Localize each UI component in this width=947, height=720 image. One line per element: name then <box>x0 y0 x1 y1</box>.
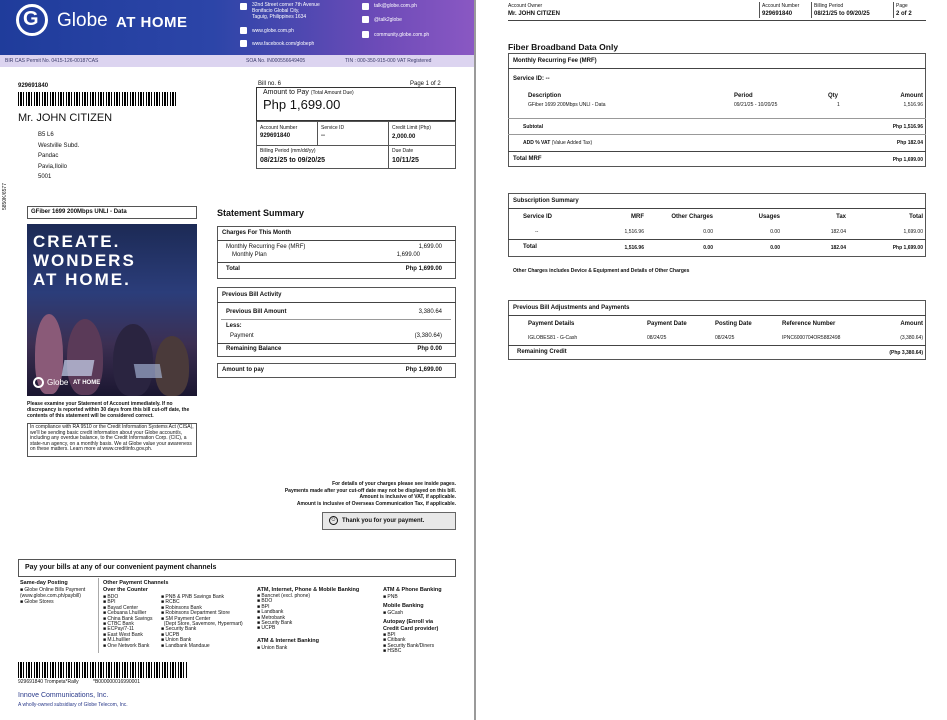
column-posting-date: Posting Date <box>715 321 752 327</box>
vat-label-text: ADD % VAT <box>523 140 551 146</box>
email-icon <box>362 3 369 10</box>
column-payment-details: Payment Details <box>528 321 575 327</box>
list-item: ■ GCash <box>383 610 403 616</box>
twitter-icon <box>362 16 369 23</box>
barcode-caption-1: 929691840 Trompeta*Rally <box>18 679 79 685</box>
address-line-3: Taguig, Philippines 1634 <box>252 14 307 20</box>
payment-value: (3,380.64) <box>414 333 442 339</box>
subsidiary-note: A wholly-owned subsidiary of Globe Telecom, Inc. <box>18 702 128 708</box>
list-item: ■ CTBC Bank <box>103 621 134 628</box>
globe-logo-mark: G <box>23 8 39 30</box>
grid-divider <box>317 121 318 145</box>
promo-brand: Globe <box>47 378 69 387</box>
list-item: ■ Cebuana Lhuillier <box>103 610 147 617</box>
column-other-charges: Other Charges <box>671 214 713 220</box>
total-value: Php 1,699.00 <box>405 266 442 272</box>
list-item: ■ Union Bank <box>161 637 192 644</box>
credit-limit: 2,000.00 <box>392 134 416 140</box>
community-link[interactable]: community.globe.com.ph <box>374 32 430 38</box>
adj-cell: 08/24/25 <box>715 335 735 341</box>
list-item: ■ BDO <box>257 598 273 605</box>
amount-label <box>263 89 354 96</box>
address-line: 5001 <box>38 174 52 180</box>
monthly-plan-label: Monthly Plan <box>232 252 267 258</box>
amount-label-sub: (Total Amount Due) <box>310 90 354 96</box>
previous-bill-amount: 3,380.64 <box>418 309 442 315</box>
column-usages: Usages <box>758 214 780 220</box>
adj-cell: IPNC6000704OR5882498 <box>782 335 841 341</box>
list-item: ■ HSBC <box>383 648 402 655</box>
footnotes <box>250 481 456 507</box>
address-line: Westville Subd. <box>38 142 80 149</box>
remaining-balance-label: Remaining Balance <box>226 346 282 352</box>
payment-channels-title: Pay your bills at any of our convenient payment channels <box>25 564 217 571</box>
sub-total-cell: 1,516.96 <box>624 245 644 251</box>
promo-line-2: WONDERS <box>33 251 136 270</box>
service-id-label: Service ID <box>321 125 345 131</box>
list-item: ■ Security Bank <box>257 620 293 627</box>
list-item: ■ Robinsons Department Store <box>161 610 230 617</box>
customer-name: Mr. JOHN CITIZEN <box>18 112 113 124</box>
column-divider <box>893 2 894 18</box>
divider <box>508 20 926 21</box>
promo-line-3: AT HOME. <box>33 270 131 289</box>
column-divider <box>98 578 99 653</box>
billing-period: 08/21/25 to 09/20/25 <box>814 11 870 17</box>
list-item: ■ Security Bank <box>161 626 197 633</box>
item-period: 09/21/25 - 10/20/25 <box>734 102 778 108</box>
over-counter-list-1 <box>103 595 152 649</box>
sub-total-cell: 0.00 <box>770 245 780 251</box>
thank-you-text: Thank you for your payment. <box>342 518 425 524</box>
sub-cell: 1,699.00 <box>903 229 923 235</box>
notice-examine: Please examine your Statement of Account immediately. If no discrepancy is reported within 30 days from this bill cut-off date, the contents of this statement will be considered correct. <box>27 401 190 419</box>
column-period: Period <box>734 93 753 99</box>
divider <box>508 118 926 119</box>
address-line-1: 32nd Street corner 7th Avenue <box>252 2 320 8</box>
list-item: ■ SM Payment Center <box>161 615 211 622</box>
list-item: ■ One Network Bank <box>103 642 150 649</box>
credit-limit-label: Credit Limit (Php) <box>392 125 431 131</box>
remaining-credit-value: (Php 3,380.64) <box>889 350 923 356</box>
address-line: Pavia,Iloilo <box>38 163 68 170</box>
divider <box>508 345 926 346</box>
list-item: ■ BPI <box>383 632 396 638</box>
previous-bill-amount-label: Previous Bill Amount <box>226 309 287 315</box>
atm-internet-list <box>257 645 287 651</box>
twitter-link[interactable]: @talk2globe <box>374 17 402 23</box>
divider <box>217 262 456 263</box>
payment-barcode <box>18 662 188 678</box>
account-owner-label: Account Owner <box>508 3 543 9</box>
list-item: ■ UCPB <box>257 625 276 632</box>
account-number: 929691840 <box>260 133 291 139</box>
column-divider <box>811 2 812 18</box>
amount-label-text: Amount to Pay <box>263 89 309 96</box>
list-item: ■ Security Bank/Diners <box>383 642 435 649</box>
remaining-credit-label: Remaining Credit <box>517 349 567 355</box>
mobile-list <box>383 610 403 616</box>
sub-total-label: Total <box>523 244 537 250</box>
bill-number: Bill no. 6 <box>258 81 282 87</box>
other-charges-note: Other Charges includes Device & Equipment and Details of Other Charges <box>513 268 690 274</box>
sub-total-cell: Php 1,699.00 <box>892 245 923 251</box>
divider <box>508 315 926 316</box>
address-line-2: Bonifacio Global City, <box>252 8 300 14</box>
vat-label-sub: (Value Added Tax) <box>551 140 593 146</box>
address-line: Pandac <box>38 153 59 159</box>
footnote-line: Payments made after your cut-off date may not be displayed on this bill. <box>284 487 456 494</box>
promo-person <box>113 324 153 396</box>
footnote-line: For details of your charges please see inside pages. <box>332 481 456 487</box>
same-day-list <box>20 587 85 605</box>
brand-suffix: AT HOME <box>116 14 188 31</box>
autopay-title-2: Credit Card provider) <box>383 626 439 632</box>
bir-permit: BIR CAS Permit No. 0415-126-00187CAS <box>5 58 99 64</box>
list-item: (Dept Store, Savemore, Hypermart) <box>163 621 243 628</box>
account-number: 929691840 <box>762 11 793 17</box>
divider <box>217 343 456 344</box>
billing-period: 08/21/25 to 09/20/25 <box>260 157 325 164</box>
address-block <box>252 2 320 20</box>
promo-line-1: CREATE. <box>33 232 121 251</box>
smiley-icon: ☺ <box>330 517 337 523</box>
list-item: ■ PNB <box>383 594 398 600</box>
side-code: 5850K/6577 <box>2 183 8 210</box>
other-channels-title: Other Payment Channels <box>103 580 169 586</box>
remaining-balance-value: Php 0.00 <box>417 346 442 352</box>
mrf-title: Monthly Recurring Fee (MRF) <box>513 58 597 64</box>
column-total: Total <box>909 214 923 220</box>
facebook-link[interactable]: www.facebook.com/globeph <box>252 41 315 47</box>
previous-bill-title: Previous Bill Activity <box>222 292 282 298</box>
address-line: B5 L6 <box>38 132 54 138</box>
divider <box>217 240 456 241</box>
list-item: ■ Globe Online Bills Payment <box>20 587 86 593</box>
globe-logo-icon <box>33 377 44 388</box>
column-payment-date: Payment Date <box>647 321 687 327</box>
page-number: 2 of 2 <box>896 11 912 17</box>
sub-cell: 0.00 <box>703 229 713 235</box>
item-description: GFiber 1699 200Mbps UNLI - Data <box>528 102 606 108</box>
sub-cell: 1,516.96 <box>624 229 644 235</box>
column-mrf: MRF <box>631 214 644 220</box>
total-mrf-value: Php 1,699.00 <box>892 157 923 163</box>
divider <box>217 302 456 303</box>
divider <box>508 208 926 209</box>
list-item: ■ Landbank Mandaue <box>161 642 210 649</box>
subtotal-value: Php 1,516.96 <box>892 124 923 130</box>
account-owner: Mr. JOHN CITIZEN <box>508 11 561 17</box>
service-id: -- <box>321 133 325 139</box>
list-item: ■ BPI <box>103 599 116 606</box>
column-tax: Tax <box>836 214 846 220</box>
list-item: ■ RCBC <box>161 599 180 606</box>
list-item: ■ M.Lhuillier <box>103 637 131 644</box>
list-item: ■ Globe Stores <box>20 599 54 605</box>
adj-cell: (3,380.64) <box>900 335 923 341</box>
globe-web-icon <box>240 27 247 34</box>
total-mrf-label: Total MRF <box>513 156 542 162</box>
sub-cell: 0.00 <box>770 229 780 235</box>
account-barcode <box>18 92 178 106</box>
divider <box>508 239 926 240</box>
account-barcode-text: 929691840 <box>18 83 49 89</box>
sub-cell: -- <box>535 229 539 235</box>
column-description: Description <box>528 93 562 99</box>
subtotal-label: Subtotal <box>523 124 543 130</box>
divider <box>508 68 926 69</box>
sub-total-cell: 0.00 <box>703 245 713 251</box>
company-name: Innove Communications, Inc. <box>18 692 109 699</box>
adj-cell: IGLOBES81 - G-Cash <box>528 335 578 341</box>
statement-summary-title: Statement Summary <box>217 208 305 218</box>
total-label: Total <box>226 266 240 272</box>
adj-cell: 08/24/25 <box>647 335 667 341</box>
laptop-screen <box>134 364 162 378</box>
account-number-label: Account Number <box>762 3 800 9</box>
billing-period-label: Billing Period (mm/dd/yy) <box>260 148 316 154</box>
list-item: ■ Bancnet (excl. phone) <box>257 593 311 599</box>
promo-brand-suffix: AT HOME <box>73 380 101 386</box>
mrf-table <box>508 53 926 167</box>
vat-label <box>523 140 592 146</box>
promo-banner <box>27 224 197 396</box>
over-counter-list-2 <box>161 595 243 649</box>
permit-bar <box>0 55 474 67</box>
plan-label: GFiber 1699 200Mbps UNLI - Data <box>31 209 127 215</box>
item-qty: 1 <box>837 102 840 108</box>
column-reference-number: Reference Number <box>782 321 836 327</box>
vat-value: Php 182.04 <box>896 140 923 146</box>
footnote-line: Amount is inclusive of Overseas Communication Tax, if applicable. <box>296 500 456 507</box>
atm-title: ATM, Internet, Phone & Mobile Banking <box>257 587 360 593</box>
website-link[interactable]: www.globe.com.ph <box>252 28 294 34</box>
autopay-title: Autopay (Enroll via <box>383 619 434 625</box>
location-icon <box>240 3 247 10</box>
divider <box>508 151 926 152</box>
amount-due: Php 1,699.00 <box>263 97 341 112</box>
subscription-title: Subscription Summary <box>513 198 579 204</box>
barcode-caption-2: *B000000016990001 <box>93 679 140 685</box>
mobile-title: Mobile Banking <box>383 603 424 609</box>
atm-internet-title: ATM & Internet Banking <box>257 638 319 644</box>
laptop-screen <box>62 360 95 376</box>
atm-list <box>257 594 310 632</box>
list-item: ■ Robinsons Bank <box>161 604 202 611</box>
column-amount: Amount <box>900 93 923 99</box>
column-service-id: Service ID <box>523 214 553 220</box>
billing-period-label: Billing Period <box>814 3 844 9</box>
amount-to-pay-value: Php 1,699.00 <box>405 367 442 373</box>
divider <box>221 319 451 320</box>
community-icon <box>362 31 369 38</box>
same-day-title: Same-day Posting <box>20 580 68 586</box>
list-item: ■ East West Bank <box>103 631 143 638</box>
list-item: ■ ECPay/7-11 <box>103 626 135 633</box>
less-label: Less: <box>226 323 242 329</box>
list-item: ■ Bayad Center <box>103 604 138 611</box>
divider <box>508 134 926 135</box>
autopay-list <box>383 633 434 655</box>
customer-address <box>38 130 79 183</box>
column-qty: Qty <box>828 93 839 99</box>
payment-label: Payment <box>230 333 254 339</box>
service-id-label: Service ID: -- <box>513 76 550 82</box>
email-link[interactable]: talk@globe.com.ph <box>374 3 417 9</box>
tin-number: TIN : 000-350-915-000 VAT Registered <box>345 58 432 64</box>
column-amount: Amount <box>900 321 923 327</box>
sub-cell: 182.04 <box>830 229 846 235</box>
item-amount: 1,516.96 <box>903 102 923 108</box>
list-item: ■ Metrobank <box>257 614 286 621</box>
list-item: ■ UCPB <box>161 631 180 638</box>
monthly-plan-value: 1,699.00 <box>396 252 420 258</box>
footnote-line: Amount is inclusive of VAT, if applicable. <box>359 494 456 500</box>
soa-number: SOA No. IN000556649405 <box>246 58 306 64</box>
bill-page-2 <box>476 0 947 720</box>
list-item: (www.globe.com.ph/paybill) <box>20 593 81 599</box>
due-date-label: Due Date <box>392 148 414 154</box>
list-item: ■ PNB & PNB Savings Bank <box>161 594 225 600</box>
page-label: Page <box>896 3 908 9</box>
list-item: ■ Union Bank <box>257 645 288 651</box>
sub-total-cell: 182.04 <box>830 245 846 251</box>
list-item: ■ China Bank Savings <box>103 615 153 622</box>
list-item: ■ BDO <box>103 594 119 600</box>
grid-divider <box>256 145 456 146</box>
atm-phone-list <box>383 594 398 600</box>
atm-phone-title: ATM & Phone Banking <box>383 587 442 593</box>
over-counter-title: Over the Counter <box>103 587 148 593</box>
page-indicator: Page 1 of 2 <box>410 81 441 87</box>
cisa-notice: In compliance with RA 9510 or the Credit Information Systems Act (CISA), we'll be sending basic credit information about your Globe account/s, including any overdue balance, to the Credit Information Corp. (CIC), a state-run agency, on a monthly basis. We at Globe value your awareness on these matters. Learn more at www.creditinfo.gov.ph. <box>30 424 194 453</box>
list-item: ■ BPI <box>257 603 270 610</box>
due-date: 10/11/25 <box>392 157 419 164</box>
charges-title: Charges For This Month <box>222 230 291 236</box>
account-number-label: Account Number <box>260 125 298 131</box>
adjustments-title: Previous Bill Adjustments and Payments <box>513 305 630 311</box>
section-title: Fiber Broadband Data Only <box>508 42 619 52</box>
mrf-value: 1,699.00 <box>418 244 442 250</box>
facebook-icon <box>240 40 247 47</box>
column-divider <box>759 2 760 18</box>
mrf-label: Monthly Recurring Fee (MRF) <box>226 244 306 250</box>
brand-name: Globe <box>57 10 108 31</box>
list-item: ■ Landbank <box>257 609 284 616</box>
amount-to-pay-label: Amount to pay <box>222 367 264 373</box>
list-item: ■ Citibank <box>383 637 406 644</box>
